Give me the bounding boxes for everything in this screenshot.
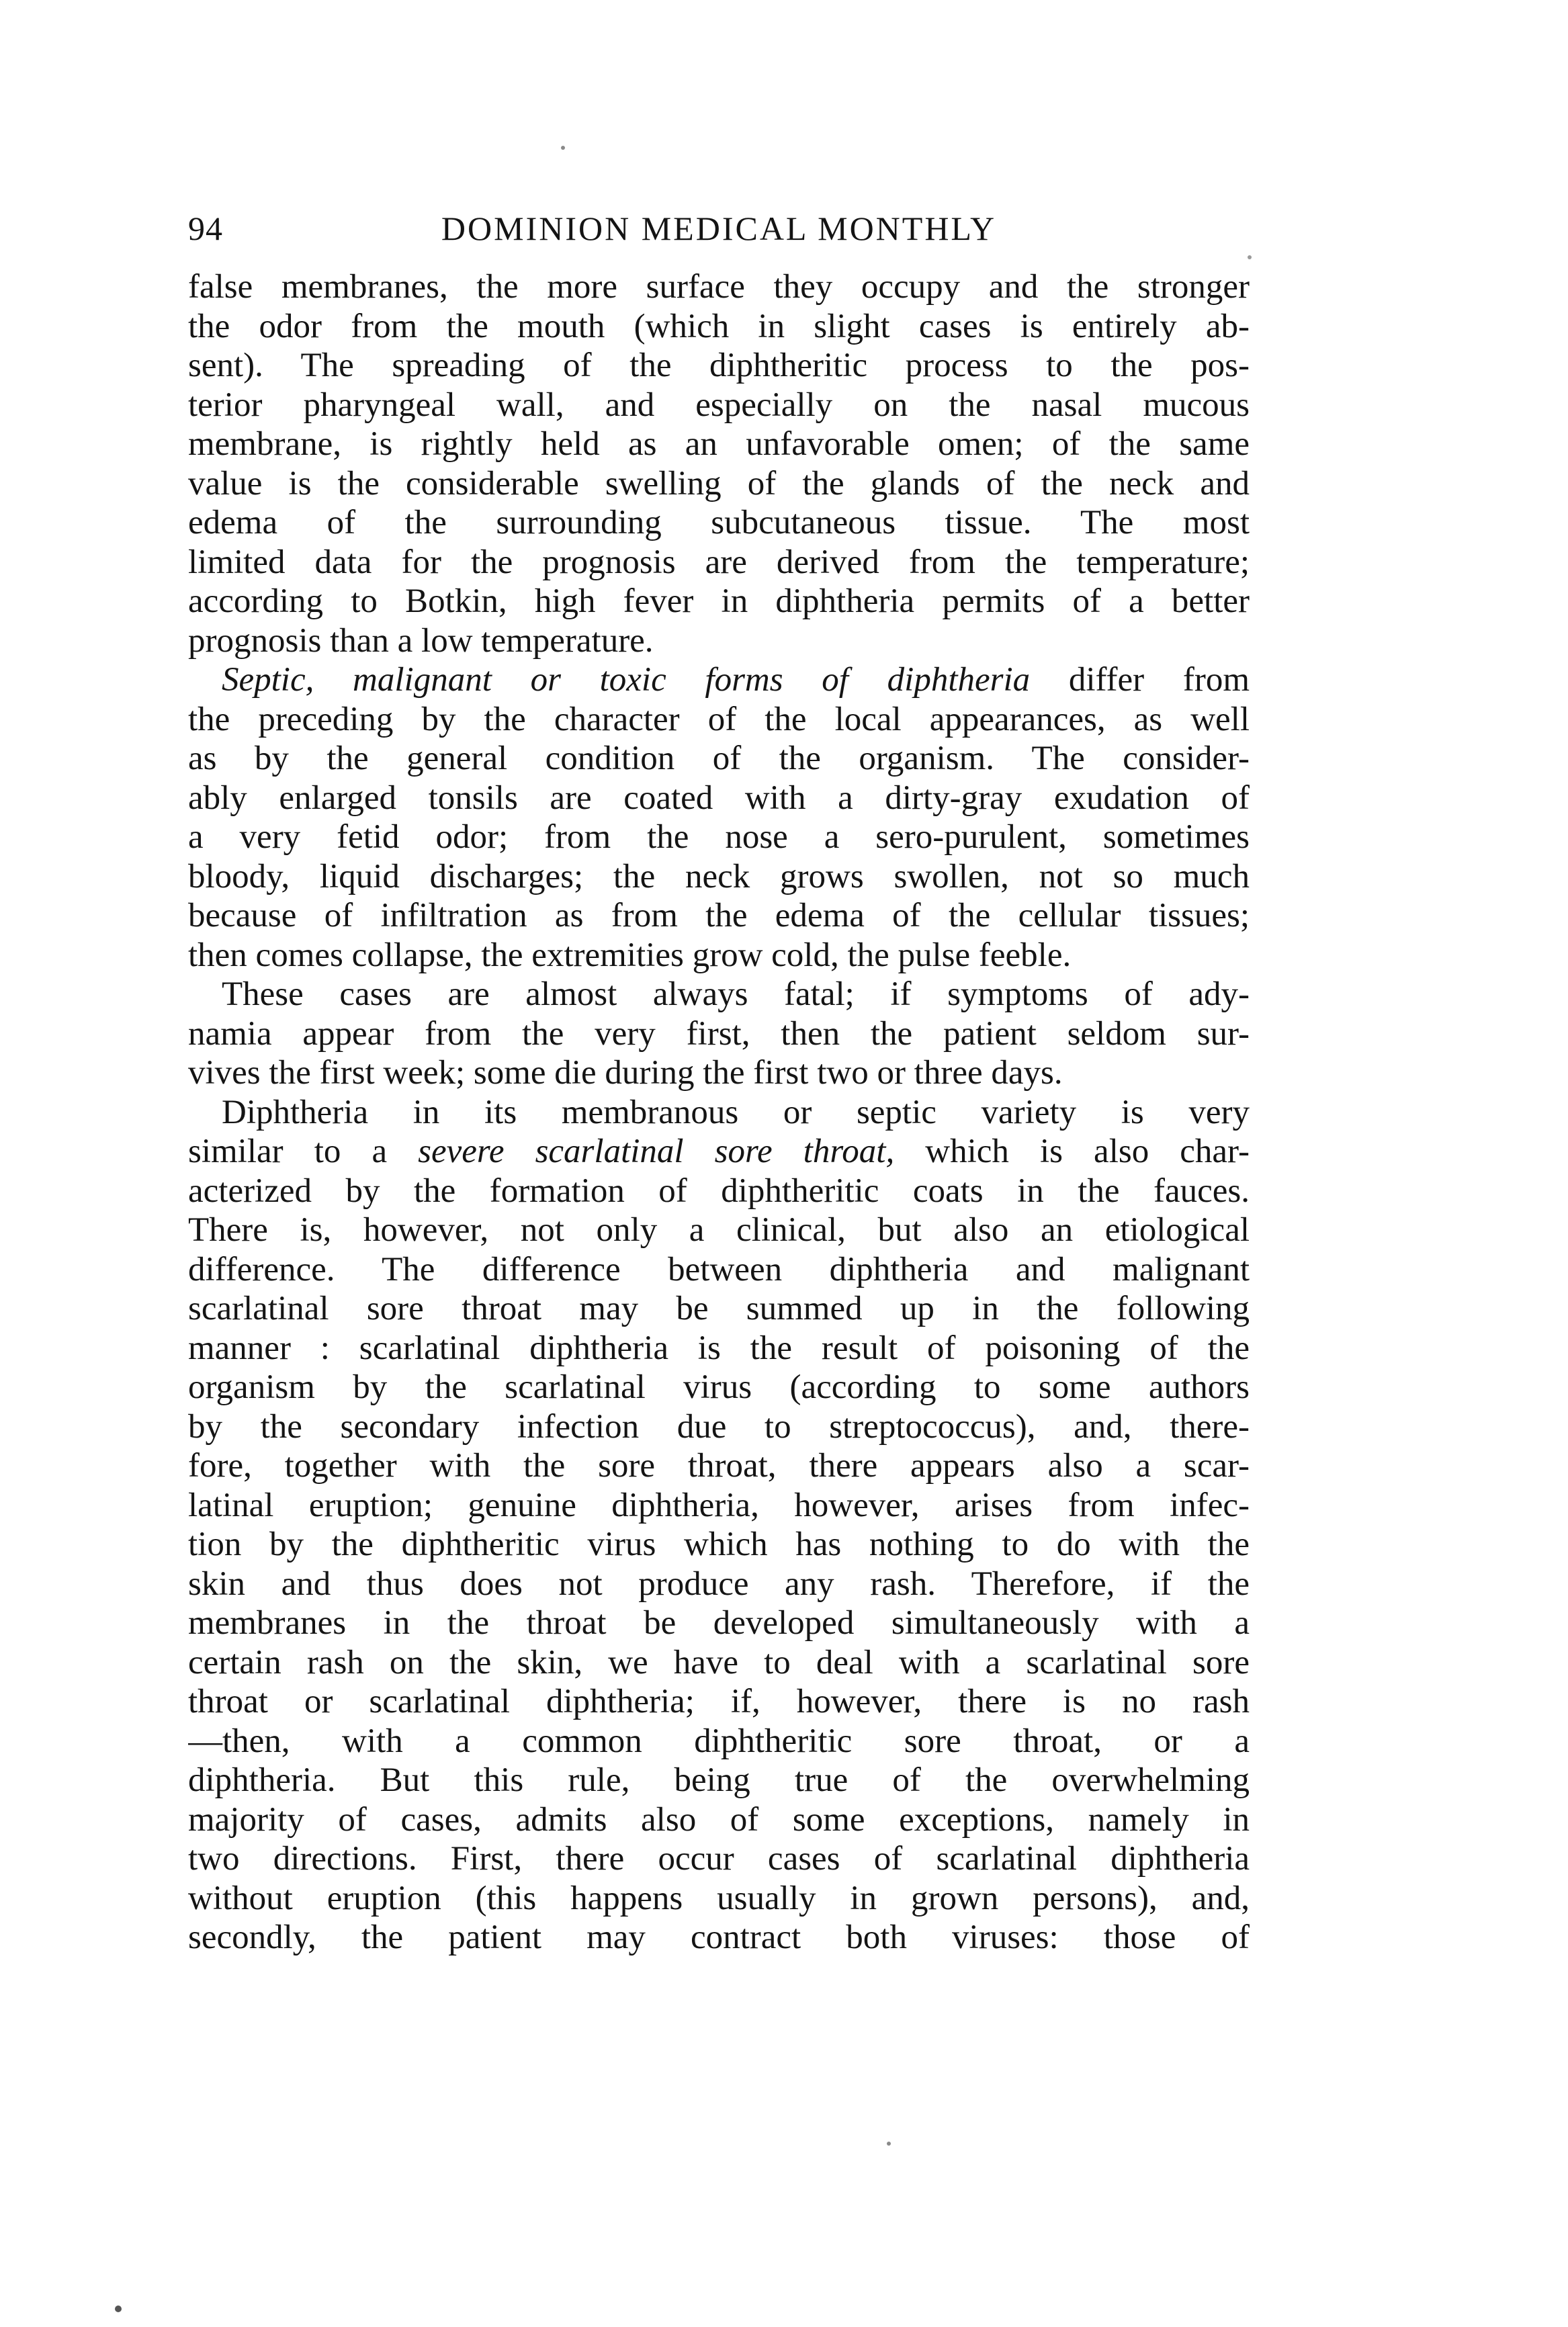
text-run: scarlatinal sore throat may be summed up in the following — [188, 1290, 1250, 1327]
text-run: vives the first week; some die during the first two or three days. — [188, 1054, 1063, 1092]
text-line — [188, 1368, 1250, 1407]
text-line — [188, 779, 1250, 818]
text-line — [188, 1486, 1250, 1526]
text-line — [188, 818, 1250, 857]
text-line — [188, 1407, 1250, 1447]
text-run: secondly, the patient may contract both viruses: those of — [188, 1919, 1250, 1956]
text-line — [188, 1525, 1250, 1565]
text-line — [188, 267, 1250, 307]
text-line — [188, 582, 1250, 621]
running-head: DOMINION MEDICAL MONTHLY — [441, 210, 997, 247]
text-line — [188, 739, 1250, 779]
text-run: skin and thus does not produce any rash. Therefore, if the — [188, 1565, 1250, 1603]
text-run: bloody, liquid discharges; the neck grows swollen, not so much — [188, 857, 1250, 895]
text-line — [188, 543, 1250, 582]
text-run: as by the general condition of the organism. The consider- — [188, 740, 1250, 777]
text-run: without eruption (this happens usually in grown persons), and, — [188, 1879, 1250, 1917]
text-run: difference. The difference between diphtheria and malignant — [188, 1250, 1250, 1288]
text-line — [188, 857, 1250, 897]
text-line — [188, 1211, 1250, 1250]
text-run: the odor from the mouth (which in slight cases is entirely ab- — [188, 307, 1250, 345]
text-line — [188, 1918, 1250, 1958]
scan-speck — [887, 2142, 891, 2146]
article-body — [188, 267, 1250, 1958]
text-line — [188, 307, 1250, 347]
text-line — [188, 1446, 1250, 1486]
text-run: There is, however, not only a clinical, but also an etiological — [188, 1211, 1250, 1249]
text-line — [188, 1800, 1250, 1840]
paragraph — [188, 1093, 1250, 1958]
text-line — [188, 936, 1250, 975]
page-header — [188, 202, 1250, 255]
page-number: 94 — [188, 210, 223, 247]
text-run: manner : scarlatinal diphtheria is the result of poisoning of the — [188, 1329, 1250, 1367]
paragraph — [188, 267, 1250, 660]
text-line — [188, 1132, 1250, 1172]
text-run: which is also char- — [894, 1133, 1250, 1170]
text-run: similar to a — [188, 1133, 419, 1170]
text-run: fore, together with the sore throat, there appears also a scar- — [188, 1447, 1250, 1485]
text-line — [188, 386, 1250, 425]
text-run: sent). The spreading of the diphtheritic process to the pos- — [188, 347, 1250, 384]
text-line — [188, 1565, 1250, 1604]
text-line — [188, 700, 1250, 740]
text-line — [188, 503, 1250, 543]
text-run: limited data for the prognosis are derived from the temperature; — [188, 543, 1250, 581]
text-run: by the secondary infection due to streptococcus), and, there- — [188, 1407, 1250, 1446]
scan-speck — [1248, 255, 1252, 259]
text-line — [188, 1172, 1250, 1211]
text-line — [188, 1643, 1250, 1683]
text-run: according to Botkin, high fever in diphtheria permits of a better — [188, 582, 1250, 620]
text-run: two directions. First, there occur cases of scarlatinal diphtheria — [188, 1840, 1250, 1878]
text-run: tion by the diphtheritic virus which has nothing to do with the — [188, 1526, 1250, 1563]
scan-speck — [561, 146, 565, 150]
text-run: value is the considerable swelling of the glands of the neck and — [188, 464, 1250, 502]
text-line — [188, 1839, 1250, 1879]
text-run: organism by the scarlatinal virus (according to some authors — [188, 1368, 1250, 1406]
text-line — [188, 1761, 1250, 1800]
text-line — [188, 1879, 1250, 1919]
text-line — [188, 1722, 1250, 1761]
text-line — [188, 1053, 1250, 1093]
text-run: acterized by the formation of diphtheritic coats in the fauces. — [188, 1172, 1250, 1210]
text-run: false membranes, the more surface they occupy and the stronger — [188, 268, 1250, 306]
text-run: throat or scarlatinal diphtheria; if, however, there is no rash — [188, 1683, 1250, 1720]
paragraph — [188, 975, 1250, 1093]
text-run: certain rash on the skin, we have to deal with a scarlatinal sore — [188, 1643, 1250, 1681]
text-line — [188, 464, 1250, 504]
text-run: Diphtheria in its membranous or septic variety is very — [222, 1093, 1250, 1131]
text-line — [188, 1093, 1250, 1133]
text-run: because of infiltration as from the edema of the cellular tissues; — [188, 897, 1250, 934]
text-run: a very fetid odor; from the nose a sero-purulent, sometimes — [188, 818, 1250, 856]
text-run: differ from — [1030, 661, 1250, 699]
text-line — [188, 1289, 1250, 1329]
text-run: then comes collapse, the extremities grow cold, the pulse feeble. — [188, 936, 1072, 974]
scan-speck — [115, 2306, 122, 2312]
text-line — [188, 1329, 1250, 1368]
text-run: latinal eruption; genuine diphtheria, however, arises from infec- — [188, 1486, 1250, 1524]
text-line — [188, 1250, 1250, 1290]
text-run: diphtheria. But this rule, being true of the overwhelming — [188, 1761, 1250, 1799]
text-run: prognosis than a low temperature. — [188, 621, 654, 660]
text-run: —then, with a common diphtheritic sore throat, or a — [188, 1722, 1250, 1760]
text-run: majority of cases, admits also of some exceptions, namely in — [188, 1800, 1250, 1839]
paragraph — [188, 660, 1250, 975]
text-run: membrane, is rightly held as an unfavorable omen; of the same — [188, 425, 1250, 463]
text-run: membranes in the throat be developed simultaneously with a — [188, 1604, 1250, 1642]
italic-run: severe scarlatinal sore throat, — [418, 1133, 895, 1170]
text-line — [188, 660, 1250, 700]
text-line — [188, 1604, 1250, 1643]
text-run: ably enlarged tonsils are coated with a dirty-gray exudation of — [188, 779, 1250, 817]
italic-run: Septic, malignant or toxic forms of diphtheria — [222, 661, 1031, 699]
text-line — [188, 975, 1250, 1014]
text-run: the preceding by the character of the local appearances, as well — [188, 700, 1250, 738]
text-line — [188, 1682, 1250, 1722]
text-line — [188, 896, 1250, 936]
text-line — [188, 425, 1250, 464]
text-run: edema of the surrounding subcutaneous tissue. The most — [188, 504, 1250, 541]
text-run: namia appear from the very first, then the patient seldom sur- — [188, 1014, 1250, 1053]
text-line — [188, 1014, 1250, 1054]
text-run: These cases are almost always fatal; if symptoms of ady- — [222, 975, 1250, 1013]
text-line — [188, 621, 1250, 661]
text-run: terior pharyngeal wall, and especially on the nasal mucous — [188, 386, 1250, 424]
text-line — [188, 346, 1250, 386]
